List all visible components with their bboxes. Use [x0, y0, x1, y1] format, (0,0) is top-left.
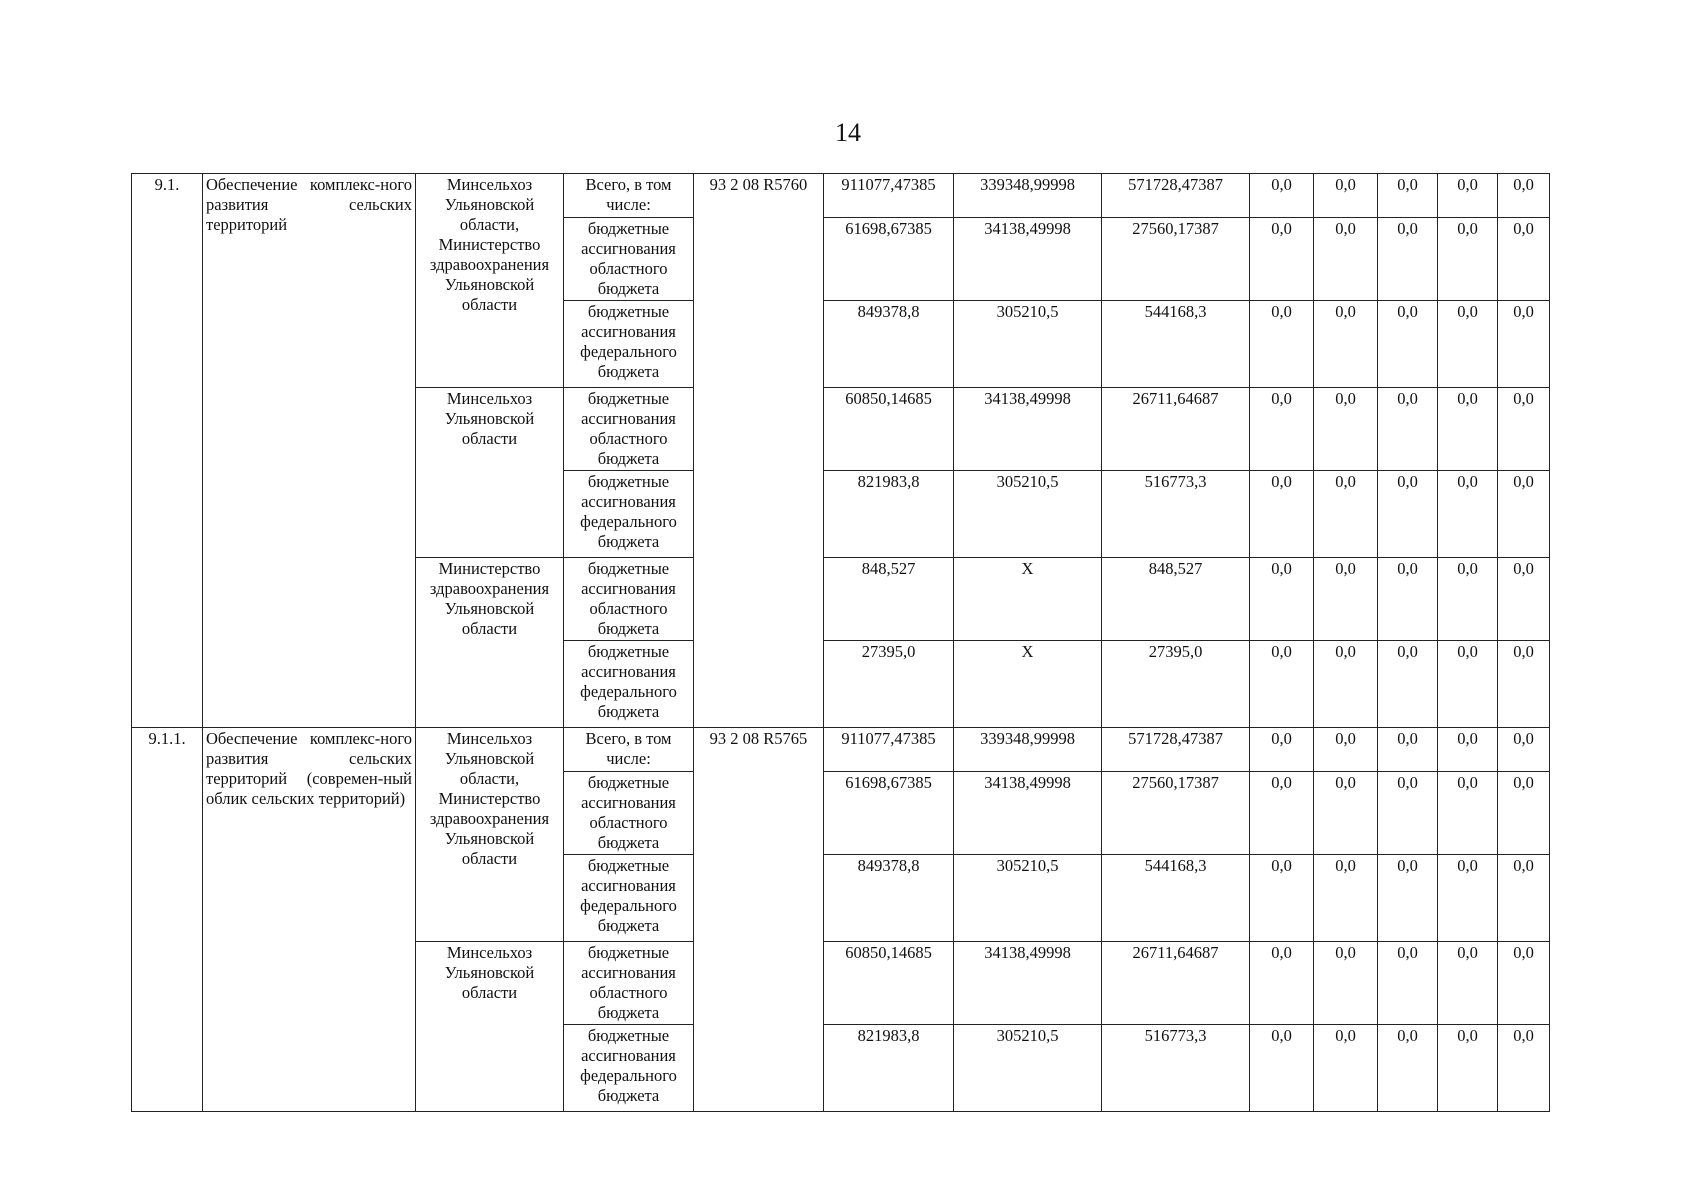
amount-cell: 0,0	[1250, 728, 1314, 772]
item-index: 9.1.	[132, 174, 203, 728]
funding-source: бюджетные ассигнования областного бюджета	[564, 388, 694, 471]
amount-cell: 0,0	[1250, 641, 1314, 728]
amount-cell: 571728,47387	[1102, 174, 1250, 218]
amount-cell: 0,0	[1438, 641, 1498, 728]
amount-cell: 305210,5	[954, 301, 1102, 388]
amount-cell: 0,0	[1378, 218, 1438, 301]
amount-cell: 0,0	[1498, 942, 1550, 1025]
amount-cell: 0,0	[1498, 174, 1550, 218]
amount-cell: 0,0	[1438, 728, 1498, 772]
item-name: Обеспечение комплекс-ного развития сельских территорий (современ-ный облик сельских территорий)	[203, 728, 416, 1112]
amount-cell: X	[954, 558, 1102, 641]
amount-cell: 60850,14685	[824, 388, 954, 471]
amount-cell: 0,0	[1250, 558, 1314, 641]
amount-cell: 26711,64687	[1102, 388, 1250, 471]
amount-cell: 0,0	[1498, 301, 1550, 388]
amount-cell: 305210,5	[954, 855, 1102, 942]
amount-cell: 0,0	[1250, 388, 1314, 471]
amount-cell: 0,0	[1438, 471, 1498, 558]
amount-cell: 0,0	[1250, 301, 1314, 388]
responsible-executor: Минсельхоз Ульяновской области, Министерство здравоохранения Ульяновской области	[416, 728, 564, 942]
amount-cell: 60850,14685	[824, 942, 954, 1025]
amount-cell: 27560,17387	[1102, 218, 1250, 301]
amount-cell: 848,527	[824, 558, 954, 641]
amount-cell: 34138,49998	[954, 772, 1102, 855]
amount-cell: 0,0	[1250, 218, 1314, 301]
amount-cell: 911077,47385	[824, 174, 954, 218]
amount-cell: 0,0	[1498, 1025, 1550, 1112]
responsible-executor: Министерство здравоохранения Ульяновской области	[416, 558, 564, 728]
amount-cell: 0,0	[1250, 1025, 1314, 1112]
amount-cell: 339348,99998	[954, 728, 1102, 772]
amount-cell: 61698,67385	[824, 218, 954, 301]
responsible-executor: Минсельхоз Ульяновской области	[416, 942, 564, 1112]
amount-cell: 0,0	[1378, 174, 1438, 218]
funding-source: бюджетные ассигнования федерального бюджета	[564, 855, 694, 942]
amount-cell: 0,0	[1378, 772, 1438, 855]
amount-cell: 27395,0	[824, 641, 954, 728]
amount-cell: 26711,64687	[1102, 942, 1250, 1025]
amount-cell: 849378,8	[824, 301, 954, 388]
amount-cell: X	[954, 641, 1102, 728]
budget-classification-code: 93 2 08 R5760	[694, 174, 824, 728]
amount-cell: 0,0	[1314, 855, 1378, 942]
amount-cell: 0,0	[1438, 174, 1498, 218]
amount-cell: 34138,49998	[954, 388, 1102, 471]
amount-cell: 0,0	[1438, 855, 1498, 942]
amount-cell: 516773,3	[1102, 471, 1250, 558]
amount-cell: 0,0	[1438, 558, 1498, 641]
amount-cell: 0,0	[1438, 388, 1498, 471]
amount-cell: 516773,3	[1102, 1025, 1250, 1112]
funding-source: Всего, в том числе:	[564, 174, 694, 218]
item-index: 9.1.1.	[132, 728, 203, 1112]
amount-cell: 0,0	[1314, 728, 1378, 772]
amount-cell: 34138,49998	[954, 218, 1102, 301]
funding-source: бюджетные ассигнования федерального бюджета	[564, 471, 694, 558]
amount-cell: 821983,8	[824, 471, 954, 558]
amount-cell: 0,0	[1378, 301, 1438, 388]
amount-cell: 544168,3	[1102, 855, 1250, 942]
amount-cell: 0,0	[1498, 641, 1550, 728]
amount-cell: 27395,0	[1102, 641, 1250, 728]
table-row	[132, 728, 1550, 772]
amount-cell: 0,0	[1378, 728, 1438, 772]
funding-source: бюджетные ассигнования областного бюджета	[564, 218, 694, 301]
amount-cell: 0,0	[1438, 218, 1498, 301]
amount-cell: 0,0	[1438, 301, 1498, 388]
page-number: 14	[835, 118, 861, 147]
amount-cell: 0,0	[1498, 558, 1550, 641]
amount-cell: 0,0	[1378, 558, 1438, 641]
amount-cell: 0,0	[1314, 558, 1378, 641]
amount-cell: 0,0	[1498, 471, 1550, 558]
amount-cell: 0,0	[1438, 1025, 1498, 1112]
budget-classification-code: 93 2 08 R5765	[694, 728, 824, 1112]
amount-cell: 848,527	[1102, 558, 1250, 641]
amount-cell: 0,0	[1314, 388, 1378, 471]
amount-cell: 0,0	[1498, 855, 1550, 942]
amount-cell: 821983,8	[824, 1025, 954, 1112]
amount-cell: 0,0	[1314, 641, 1378, 728]
amount-cell: 0,0	[1314, 471, 1378, 558]
amount-cell: 544168,3	[1102, 301, 1250, 388]
funding-source: бюджетные ассигнования федерального бюджета	[564, 301, 694, 388]
amount-cell: 0,0	[1378, 641, 1438, 728]
amount-cell: 0,0	[1378, 471, 1438, 558]
amount-cell: 0,0	[1378, 1025, 1438, 1112]
item-name: Обеспечение комплекс-ного развития сельских территорий	[203, 174, 416, 728]
budget-table	[131, 173, 1550, 1112]
amount-cell: 911077,47385	[824, 728, 954, 772]
funding-source: бюджетные ассигнования областного бюджета	[564, 558, 694, 641]
amount-cell: 27560,17387	[1102, 772, 1250, 855]
amount-cell: 0,0	[1314, 301, 1378, 388]
amount-cell: 339348,99998	[954, 174, 1102, 218]
amount-cell: 0,0	[1250, 174, 1314, 218]
funding-source: бюджетные ассигнования федерального бюджета	[564, 641, 694, 728]
table-row	[132, 174, 1550, 218]
amount-cell: 571728,47387	[1102, 728, 1250, 772]
budget-table-body	[132, 174, 1550, 1112]
funding-source: Всего, в том числе:	[564, 728, 694, 772]
funding-source: бюджетные ассигнования областного бюджета	[564, 942, 694, 1025]
amount-cell: 0,0	[1314, 1025, 1378, 1112]
responsible-executor: Минсельхоз Ульяновской области, Министерство здравоохранения Ульяновской области	[416, 174, 564, 388]
amount-cell: 0,0	[1498, 728, 1550, 772]
funding-source: бюджетные ассигнования федерального бюджета	[564, 1025, 694, 1112]
amount-cell: 0,0	[1250, 942, 1314, 1025]
amount-cell: 305210,5	[954, 471, 1102, 558]
amount-cell: 0,0	[1498, 218, 1550, 301]
amount-cell: 0,0	[1250, 471, 1314, 558]
amount-cell: 849378,8	[824, 855, 954, 942]
amount-cell: 0,0	[1438, 772, 1498, 855]
amount-cell: 0,0	[1314, 942, 1378, 1025]
amount-cell: 61698,67385	[824, 772, 954, 855]
amount-cell: 0,0	[1314, 772, 1378, 855]
amount-cell: 305210,5	[954, 1025, 1102, 1112]
amount-cell: 0,0	[1498, 772, 1550, 855]
responsible-executor: Минсельхоз Ульяновской области	[416, 388, 564, 558]
amount-cell: 0,0	[1378, 855, 1438, 942]
amount-cell: 0,0	[1498, 388, 1550, 471]
amount-cell: 0,0	[1250, 772, 1314, 855]
funding-source: бюджетные ассигнования областного бюджета	[564, 772, 694, 855]
amount-cell: 0,0	[1314, 174, 1378, 218]
amount-cell: 0,0	[1250, 855, 1314, 942]
amount-cell: 0,0	[1378, 942, 1438, 1025]
amount-cell: 0,0	[1378, 388, 1438, 471]
amount-cell: 34138,49998	[954, 942, 1102, 1025]
amount-cell: 0,0	[1438, 942, 1498, 1025]
amount-cell: 0,0	[1314, 218, 1378, 301]
